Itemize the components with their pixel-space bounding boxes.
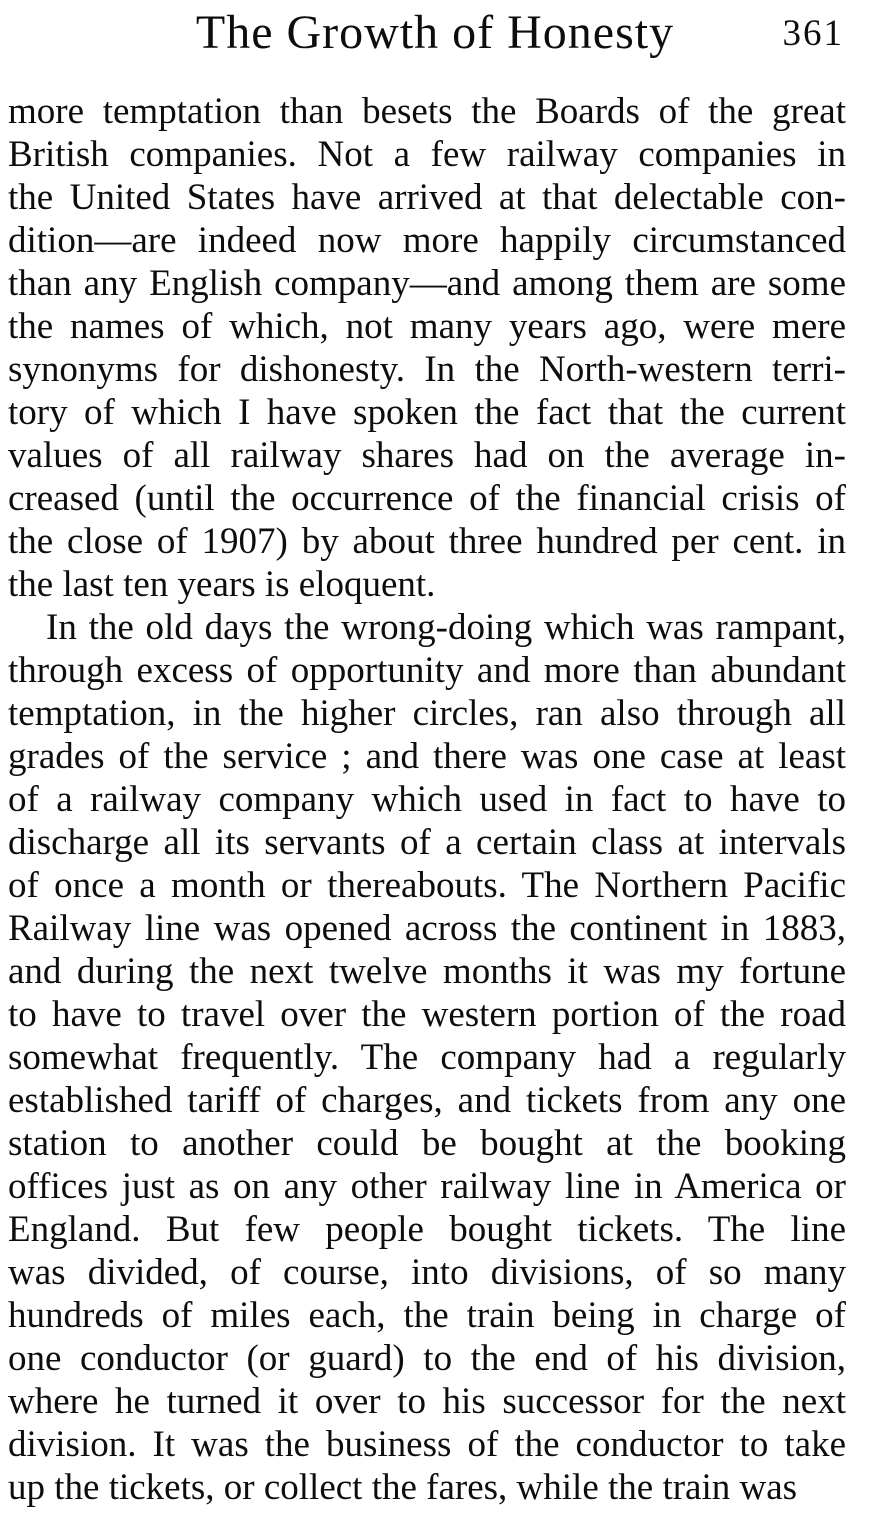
page-header [0,0,870,90]
text-line: discharge all its servants of a certain class at intervals [8,822,846,863]
paragraph [8,606,846,1509]
page-body [8,90,846,1509]
text-line: the last ten years is eloquent. [8,564,436,605]
text-line: of a railway company which used in fact to have to [8,779,846,820]
text-line: where he turned it over to his successor for the next [8,1381,846,1422]
text-line: grades of the service ; and there was one case at least [8,736,846,777]
text-line: dition—are indeed now more happily circumstanced [8,220,846,261]
text-line: and during the next twelve months it was my fortune [8,951,846,992]
text-line: was divided, of course, into divisions, of so many [8,1252,846,1293]
text-line: up the tickets, or collect the fares, while the train was [8,1467,798,1508]
text-line: tory of which I have spoken the fact that the current [8,392,846,433]
text-line: established tariff of charges, and tickets from any one [8,1080,846,1121]
text-line: the United States have arrived at that delectable con- [8,177,846,218]
text-line: hundreds of miles each, the train being in charge of [8,1295,846,1336]
paragraph [8,90,846,606]
text-line: to have to travel over the western portion of the road [8,994,846,1035]
text-line: England. But few people bought tickets. The line [8,1209,846,1250]
text-line: Railway line was opened across the continent in 1883, [8,908,846,949]
text-line: values of all railway shares had on the average in- [8,435,846,476]
text-line: division. It was the business of the conductor to take [8,1424,846,1465]
text-line: In the old days the wrong-doing which was rampant, [46,607,846,648]
text-line: more temptation than besets the Boards of the great [8,91,846,132]
text-line: creased (until the occurrence of the financial crisis of [8,478,846,519]
text-line: station to another could be bought at the booking [8,1123,846,1164]
text-line: of once a month or thereabouts. The Northern Pacific [8,865,846,906]
page-number: 361 [782,13,844,54]
text-line: offices just as on any other railway line in America or [8,1166,846,1207]
text-line: somewhat frequently. The company had a regularly [8,1037,846,1078]
text-line: through excess of opportunity and more than abundant [8,650,846,691]
page-title: The Growth of Honesty [195,6,675,59]
text-line: synonyms for dishonesty. In the North-western terri- [8,349,846,390]
text-line: the names of which, not many years ago, were mere [8,306,846,347]
text-line: British companies. Not a few railway companies in [8,134,846,175]
text-line: the close of 1907) by about three hundred per cent. in [8,521,846,562]
text-line: than any English company—and among them are some [8,263,846,304]
text-line: temptation, in the higher circles, ran also through all [8,693,846,734]
text-line: one conductor (or guard) to the end of his division, [8,1338,846,1379]
